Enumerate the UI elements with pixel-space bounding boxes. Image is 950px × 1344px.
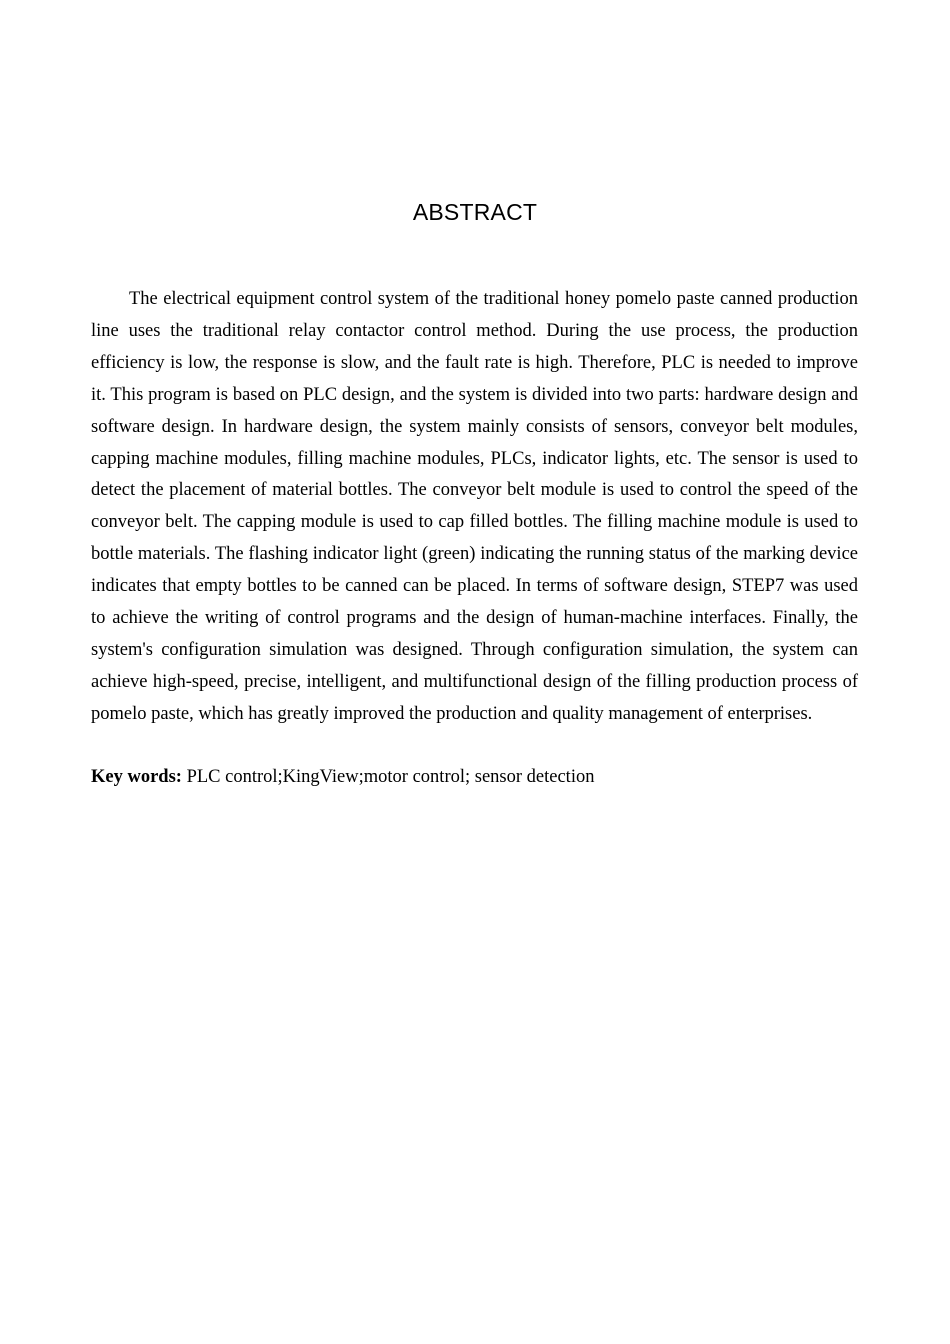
keywords-line	[91, 762, 858, 794]
abstract-title: ABSTRACT	[412, 199, 538, 225]
keywords-text: PLC control;KingView;motor control; sensor detection	[186, 767, 595, 787]
keywords-label: Key words:	[91, 767, 182, 787]
abstract-paragraph: The electrical equipment control system of the traditional honey pomelo paste canned production line uses the traditional relay contactor control method. During the use process, the production efficiency is low, the response is slow, and the fault rate is high. Therefore, PLC is needed to improve it. This program is based on PLC design, and the system is divided into two parts: hardware design and software design. In hardware design, the system mainly consists of sensors, conveyor belt modules, capping machine modules, filling machine modules, PLCs, indicator lights, etc. The sensor is used to detect the placement of material bottles. The conveyor belt module is used to control the speed of the conveyor belt. The capping module is used to cap filled bottles. The filling machine module is used to bottle materials. The flashing indicator light (green) indicating the running status of the marking device indicates that empty bottles to be canned can be placed. In terms of software design, STEP7 was used to achieve the writing of control programs and the design of human-machine interfaces. Finally, the system's configuration simulation was designed. Through configuration simulation, the system can achieve high-speed, precise, intelligent, and multifunctional design of the filling production process of pomelo paste, which has greatly improved the production and quality management of enterprises.	[91, 289, 858, 724]
